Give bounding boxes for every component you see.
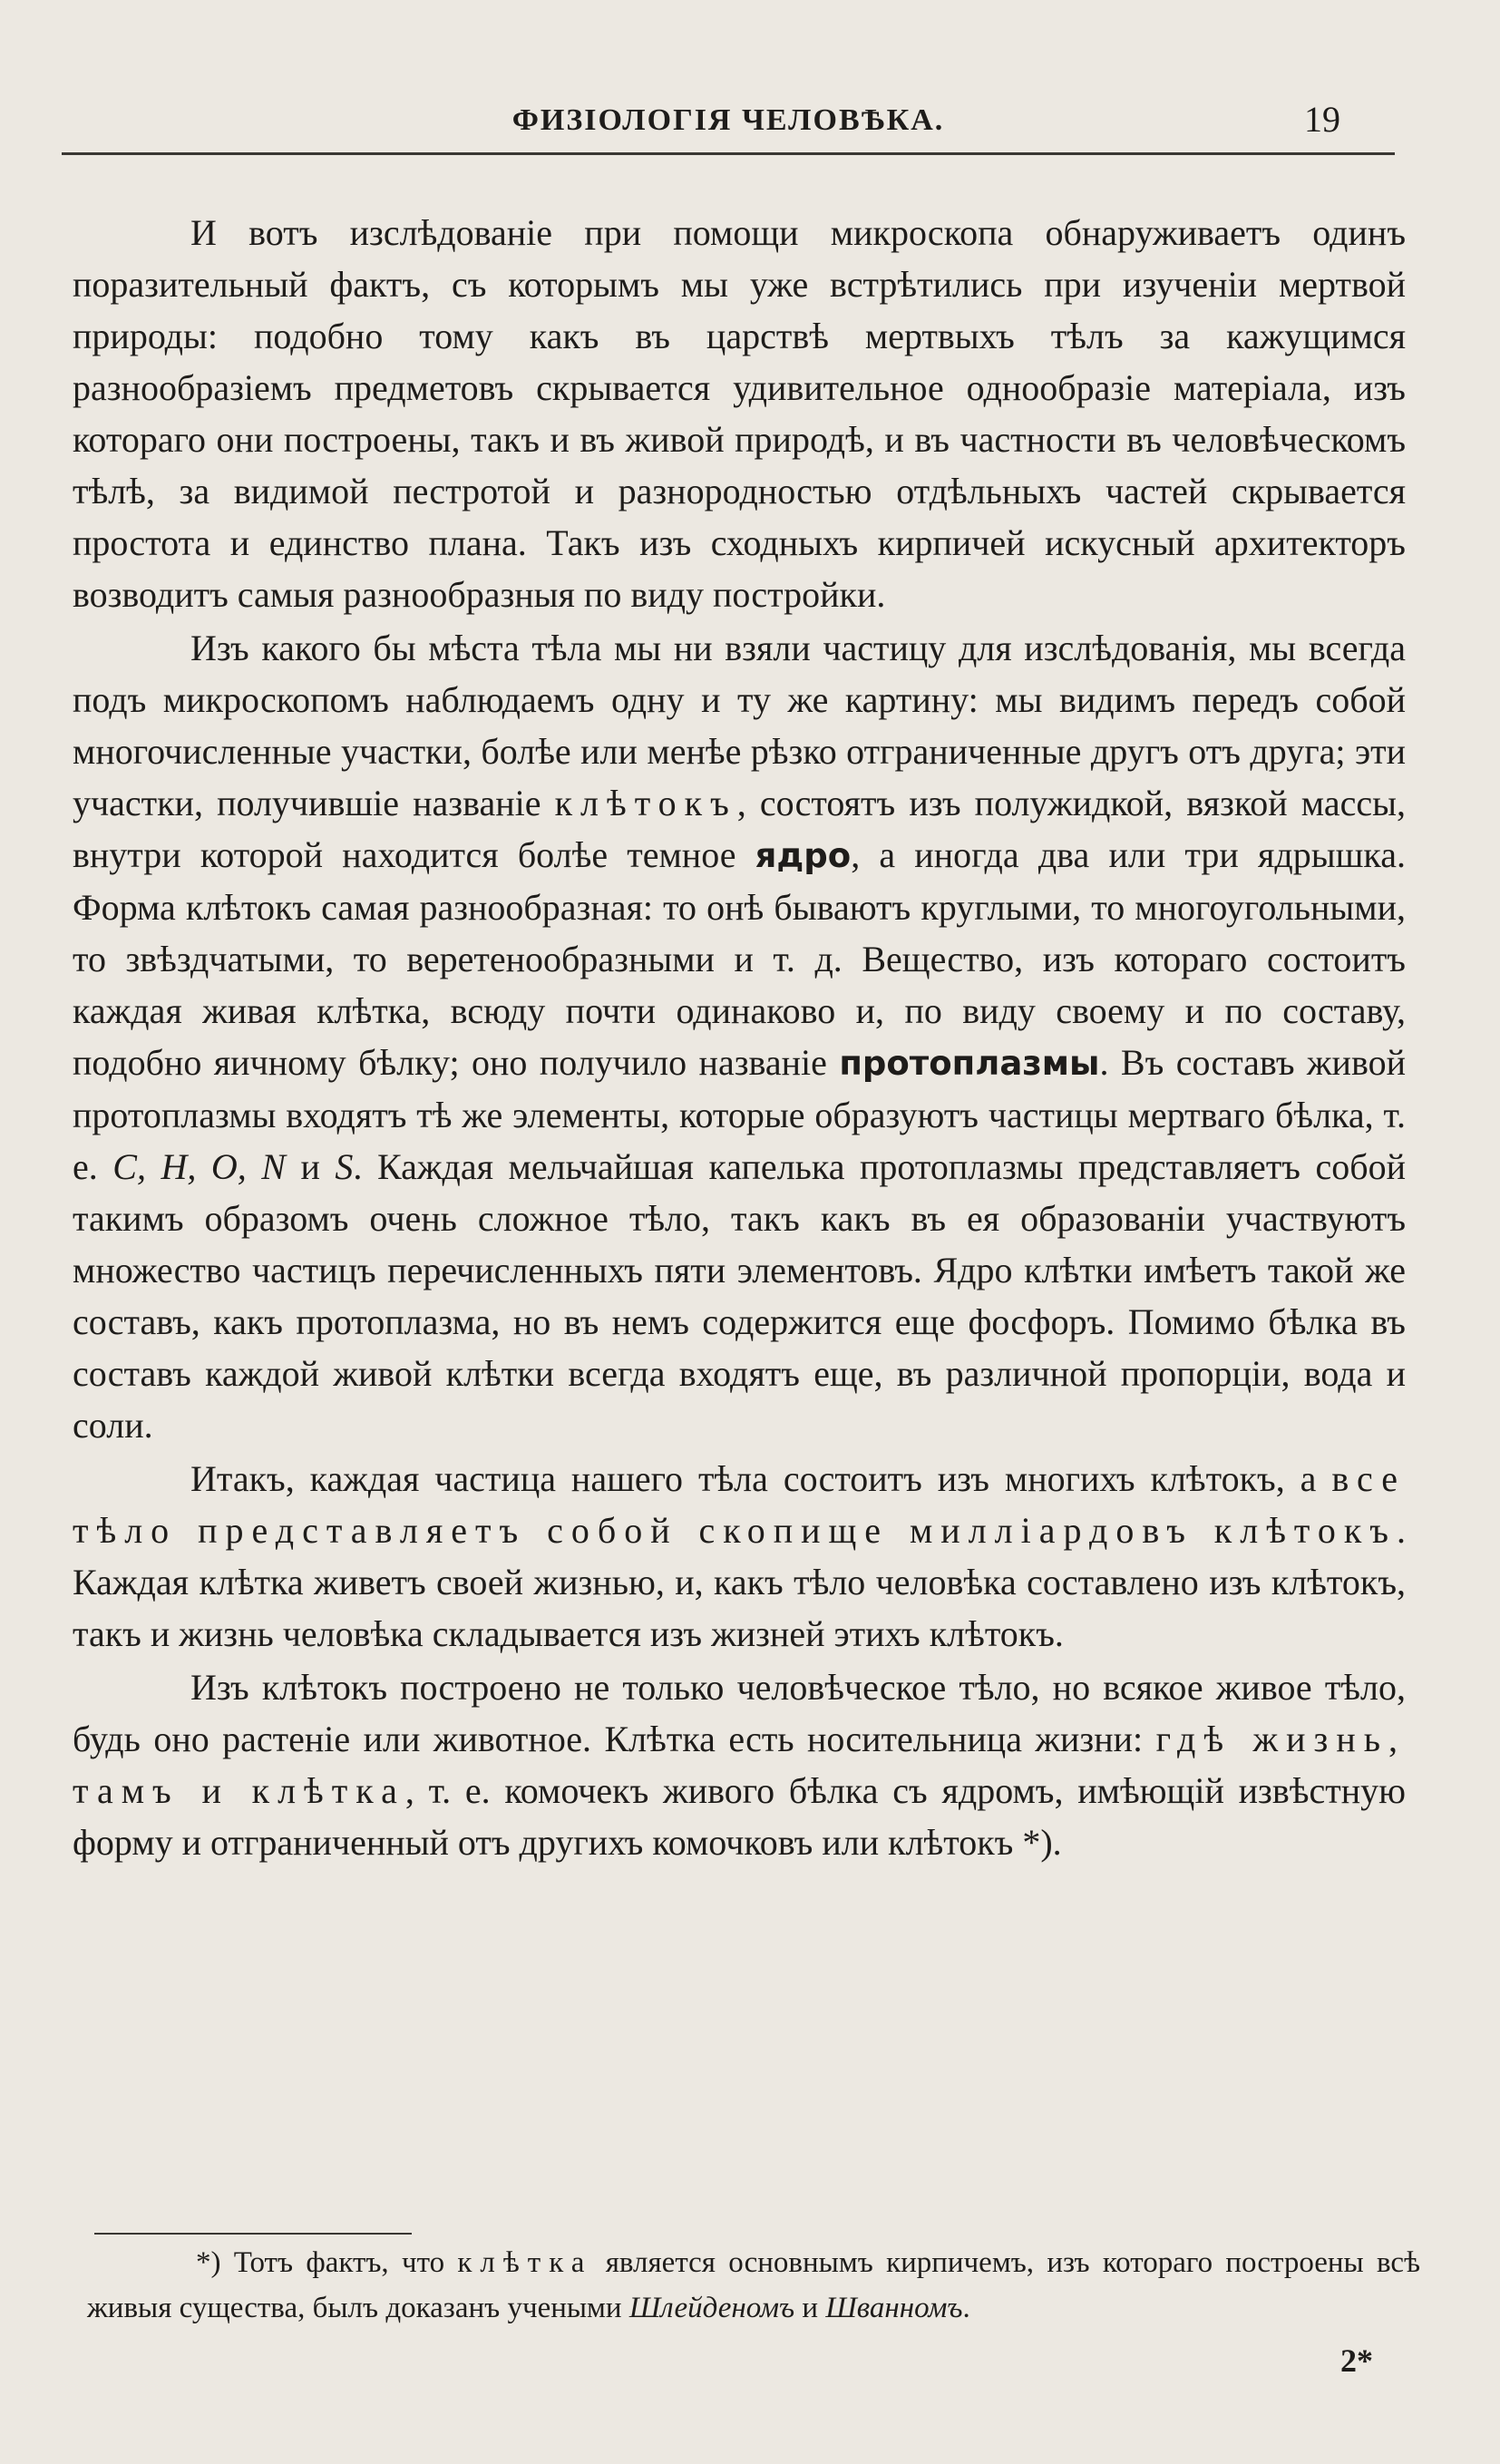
text-run: Итакъ, каждая частица нашего тѣла состоитъ изъ многихъ клѣтокъ, а xyxy=(190,1458,1332,1499)
scientist-name: Шванномъ xyxy=(825,2292,963,2324)
bold-term: ядро xyxy=(755,836,852,875)
text-run: и xyxy=(794,2292,826,2324)
header-rule xyxy=(62,152,1395,155)
text-run: Изъ какого бы мѣста тѣла мы ни взяли частицу для изслѣдованія, мы всегда подъ микроскопомъ наблюдаемъ одну и ту же картину: мы видимъ передъ собой многочисленные участки, болѣе или менѣе рѣзко отграниченные другъ отъ друга; эти участки, получившіе названіе xyxy=(73,628,1406,823)
bold-term: протоплазмы xyxy=(839,1044,1100,1083)
chemical-symbols: S xyxy=(335,1146,354,1187)
chemical-symbols: C, H, O, N xyxy=(112,1146,286,1187)
footnote xyxy=(87,2240,1420,2331)
text-run: . Каждая мельчайшая капелька протоплазмы представляетъ собой такимъ образомъ очень сложное тѣло, такъ какъ въ ея образованіи участвуютъ множество частицъ перечисленныхъ пяти элементовъ. Ядро клѣтки имѣетъ такой же составъ, какъ протоплазма, но въ немъ содержится еще фосфоръ. Помимо бѣлка въ составъ каждой живой клѣтки всегда входятъ еще, въ различной пропорціи, вода и соли. xyxy=(73,1146,1407,1446)
text-run: , состоятъ изъ полужидкой, вязкой массы, внутри которой находится болѣе темное xyxy=(73,783,1406,875)
body-text xyxy=(73,207,1406,1870)
running-title: ФИЗІОЛОГІЯ ЧЕЛОВѢКА. xyxy=(511,103,945,137)
running-header xyxy=(62,94,1395,156)
text-run: , а иногда два или три ядрышка. Форма клѣтокъ самая разнообразная: то онѣ бываютъ круглыми, то многоугольными, то звѣздчатыми, то веретенообразными и т. д. Вещество, изъ котораго состоитъ каждая живая клѣтка, всюду почти одинаково и, по виду своему и по составу, подобно яичному бѣлку; оно получило названіе xyxy=(73,834,1406,1083)
text-run: и xyxy=(285,1146,336,1187)
text-run: И вотъ изслѣдованіе при помощи микроскопа обнаруживаетъ одинъ поразительный фактъ, съ которымъ мы уже встрѣтились при изученіи мертвой природы: подобно тому какъ въ царствѣ мертвыхъ тѣлъ за кажущимся разнообразіемъ предметовъ скрывается удивительное однообразіе матеріала, изъ котораго они построены, такъ и въ живой природѣ, и въ частности въ человѣческомъ тѣлѣ, за видимой пестротой и разнородностью отдѣльныхъ частей скрывается простота и единство плана. Такъ изъ сходныхъ кирпичей искусный архитекторъ возводитъ самыя разнообразныя по виду постройки. xyxy=(73,212,1406,615)
scientist-name: Шлейденомъ xyxy=(628,2292,795,2324)
emphasized-phrase: все тѣло представляетъ собой скопище милліардовъ клѣтокъ xyxy=(73,1458,1406,1551)
page-number: 19 xyxy=(1304,99,1340,140)
paragraph-3 xyxy=(73,1453,1406,1660)
text-run: , т. е. комочекъ живого бѣлка съ ядромъ, имѣющій извѣстную форму и отграниченный отъ другихъ комочковъ или клѣтокъ *). xyxy=(73,1770,1406,1863)
text-run: является основнымъ кирпичемъ, изъ котораго построены всѣ живыя существа, былъ доказанъ учеными xyxy=(87,2246,1420,2324)
emphasized-term: клѣтокъ xyxy=(554,783,737,823)
footnote-rule xyxy=(94,2233,412,2235)
paragraph-4 xyxy=(73,1661,1406,1868)
text-run: *) Тотъ фактъ, что xyxy=(196,2246,458,2279)
text-run: Изъ клѣтокъ построено не только человѣческое тѣло, но всякое живое тѣло, будь оно растеніе или животное. Клѣтка есть носительница жизни: xyxy=(73,1667,1406,1759)
text-run: . Въ составъ живой протоплазмы входятъ тѣ же элементы, которые образуютъ частицы мертваго бѣлка, т. е. xyxy=(73,1042,1406,1187)
paragraph-1 xyxy=(73,207,1406,620)
text-run: . xyxy=(962,2292,970,2324)
emphasized-term: клѣтка xyxy=(457,2246,593,2279)
paragraph-2 xyxy=(73,622,1406,1451)
emphasized-phrase: гдѣ жизнь, тамъ и клѣтка xyxy=(73,1719,1406,1811)
printer-signature-mark: 2* xyxy=(1340,2342,1373,2379)
text-run: . Каждая клѣтка живетъ своей жизнью, и, какъ тѣло человѣка составлено изъ клѣтокъ, такъ и жизнь человѣка складывается изъ жизней этихъ клѣтокъ. xyxy=(73,1510,1406,1654)
